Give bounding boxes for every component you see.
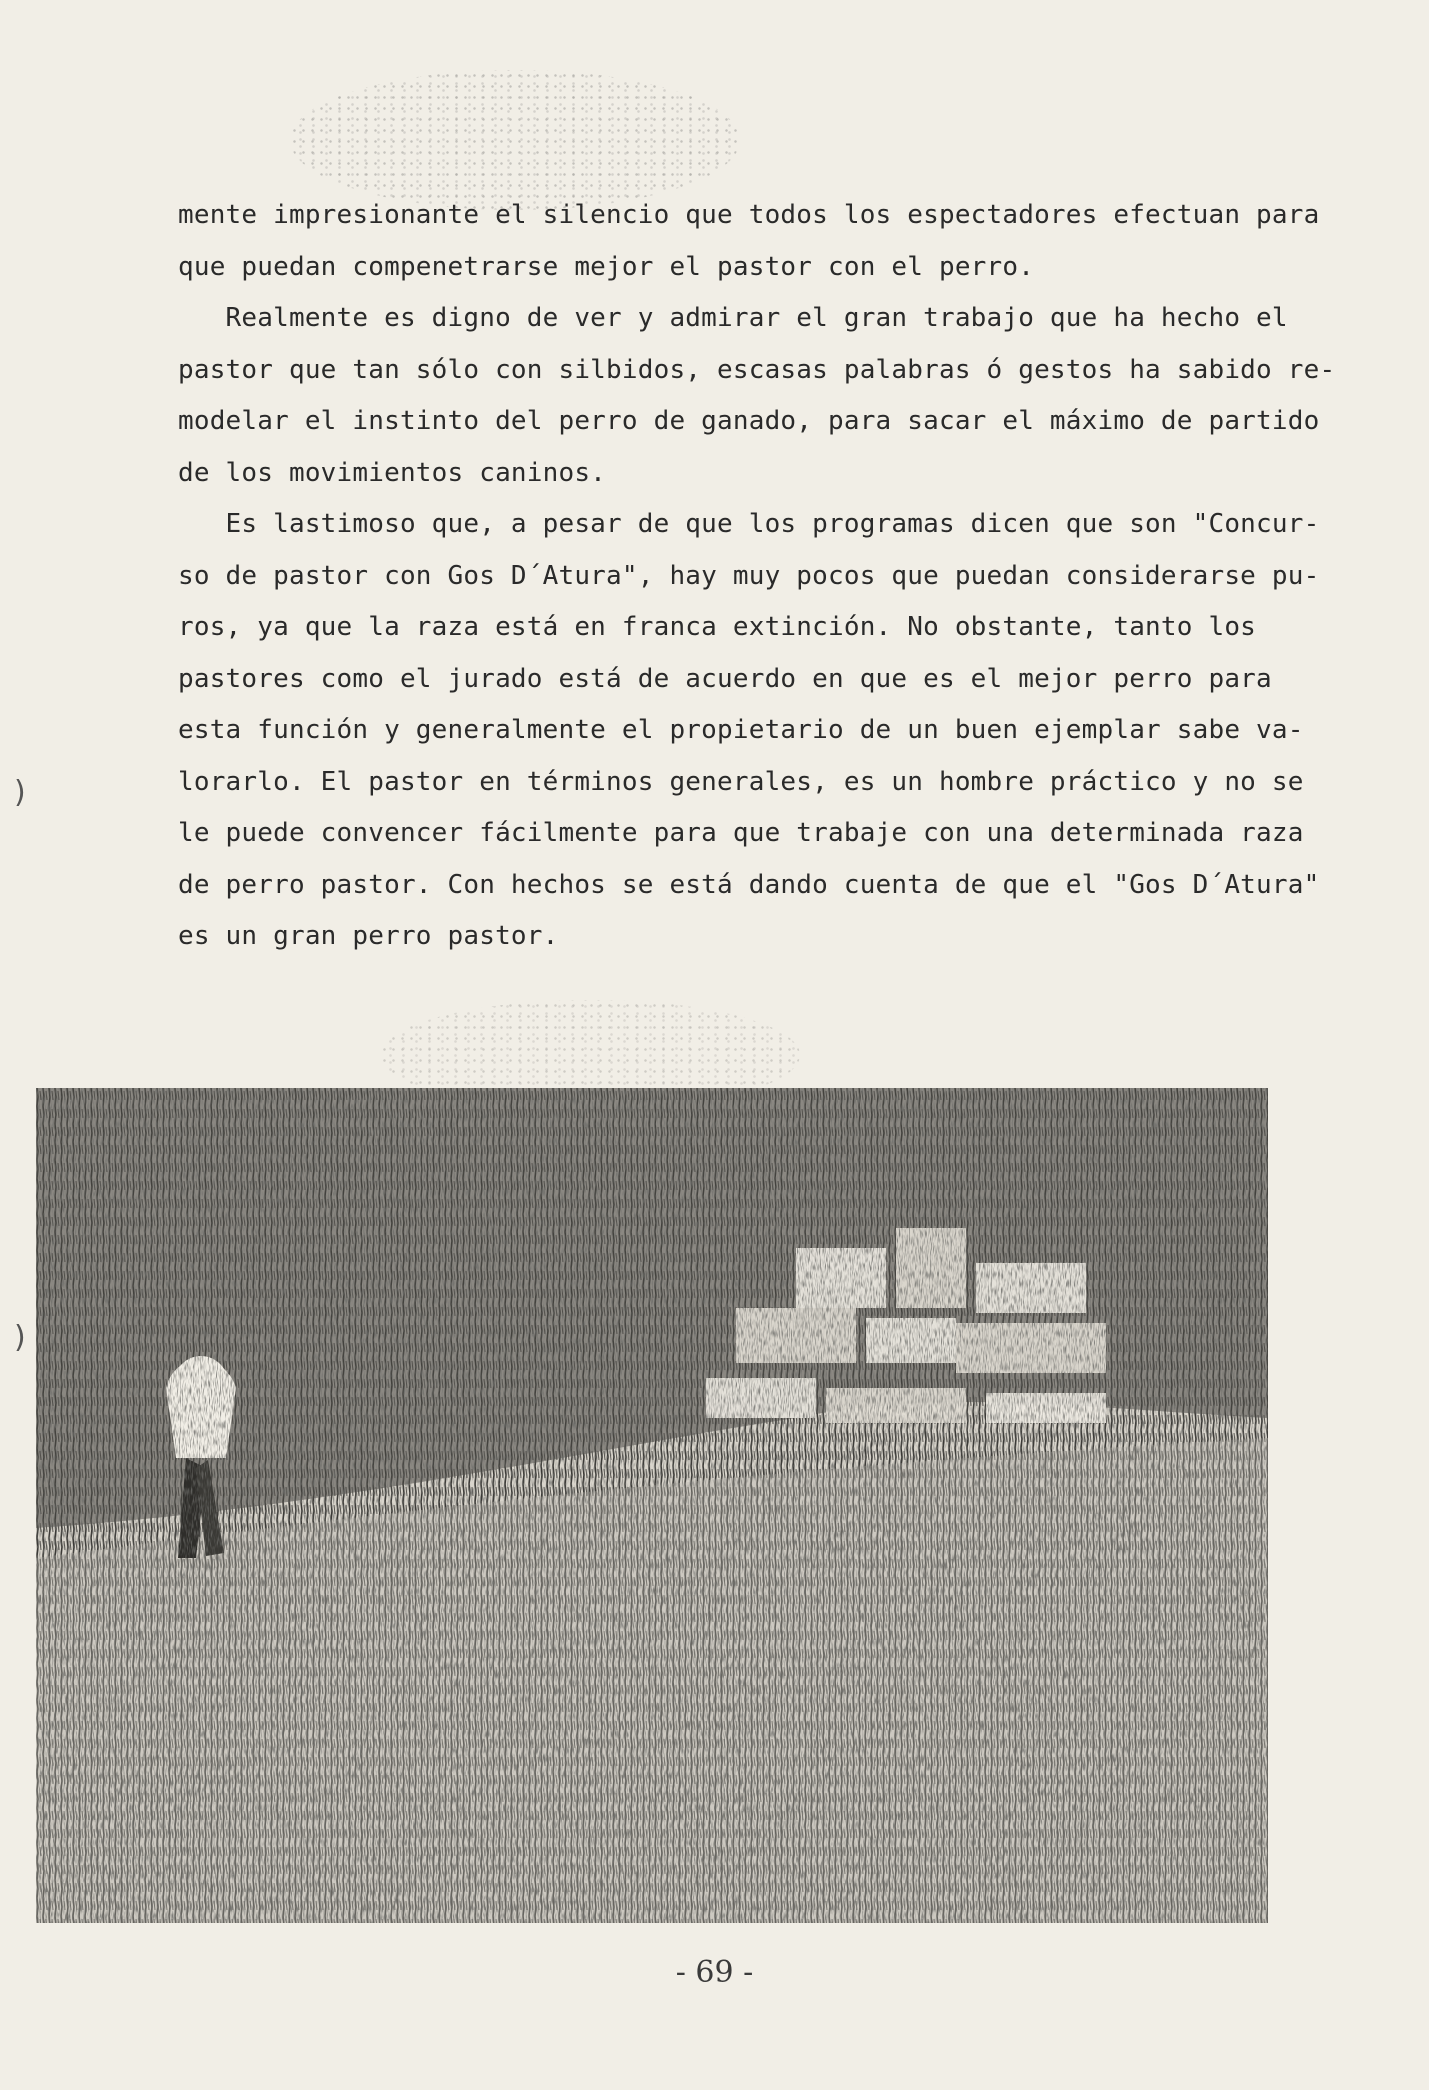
text-line: de perro pastor. Con hechos se está dando cuenta de que el "Gos D´Atura" <box>178 869 1320 900</box>
text-line: modelar el instinto del perro de ganado, para sacar el máximo de partido <box>178 406 1320 436</box>
paragraph-2 <box>178 293 1336 499</box>
text-line: es un gran perro pastor. <box>178 921 559 951</box>
text-line: de los movimientos caninos. <box>178 457 607 488</box>
text-line: pastor que tan sólo con silbidos, escasas palabras ó gestos ha sabido re- <box>178 354 1336 385</box>
text-line: mente impresionante el silencio que todos los espectadores efectuan para <box>178 200 1320 230</box>
landscape-photo <box>36 1088 1268 1923</box>
text-line: pastores como el jurado está de acuerdo en que es el mejor perro para <box>178 663 1272 694</box>
text-line: Realmente es digno de ver y admirar el gran trabajo que ha hecho el <box>178 303 1288 333</box>
margin-tick: ) <box>14 1320 26 1355</box>
text-line: que puedan compenetrarse mejor el pastor con el perro. <box>178 251 1035 282</box>
photocopy-noise-top <box>290 70 740 210</box>
paragraph-3 <box>178 499 1320 963</box>
photo-image <box>36 1088 1268 1923</box>
paragraph-1 <box>178 190 1320 293</box>
page-number: - 69 - <box>675 1955 754 1990</box>
text-line: so de pastor con Gos D´Atura", hay muy pocos que puedan considerarse pu- <box>178 560 1320 591</box>
text-line: esta función y generalmente el propietario de un buen ejemplar sabe va- <box>178 715 1304 745</box>
text-line: Es lastimoso que, a pesar de que los programas dicen que son "Concur- <box>178 509 1320 539</box>
text-line: ros, ya que la raza está en franca extinción. No obstante, tanto los <box>178 612 1257 642</box>
text-line: le puede convencer fácilmente para que trabaje con una determinada raza <box>178 818 1304 848</box>
body-text <box>178 190 1336 963</box>
margin-tick: ) <box>14 775 26 810</box>
text-line: lorarlo. El pastor en términos generales, es un hombre práctico y no se <box>178 766 1304 797</box>
